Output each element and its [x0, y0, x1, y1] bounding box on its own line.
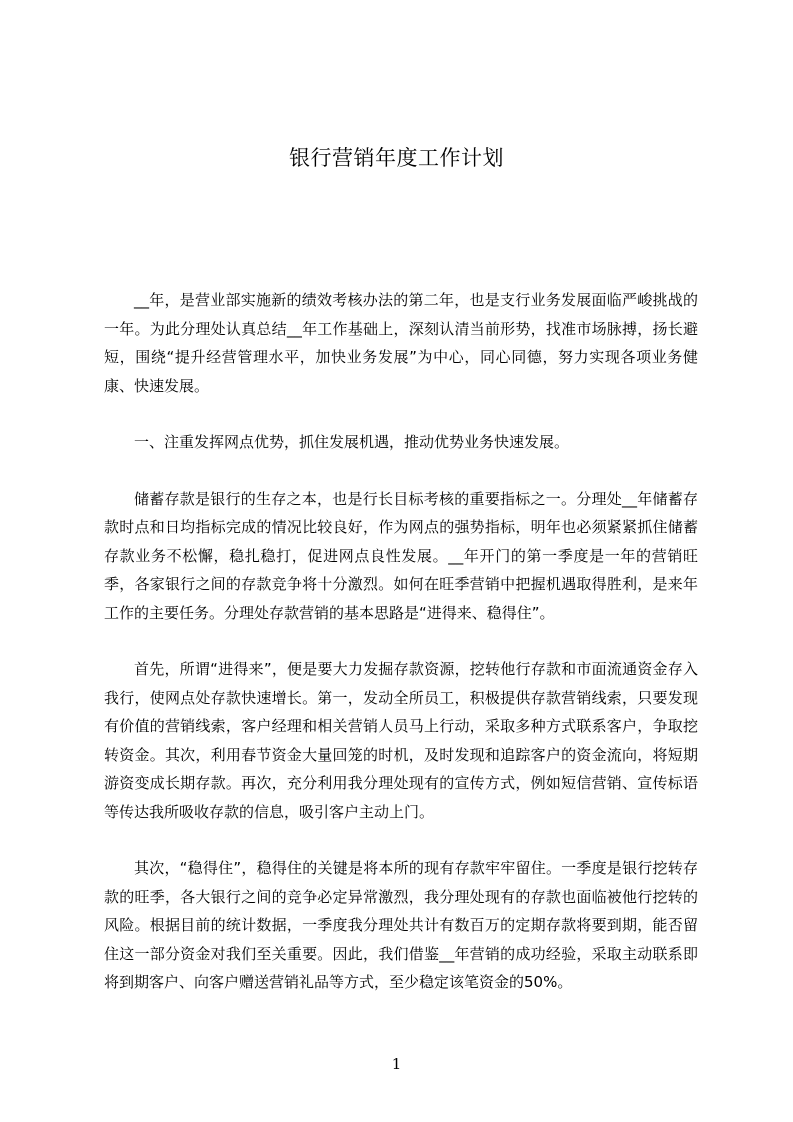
- page-number: 1: [391, 1055, 402, 1073]
- intro-paragraph: __年，是营业部实施新的绩效考核办法的第二年，也是支行业务发展面临严峻挑战的一年。为此分理处认真总结__年工作基础上，深刻认清当前形势，找准市场脉搏，扬长避短，围绕“提升经营管理水平，加快业务发展”为中心，同心同德，努力实现各项业务健康、快速发展。: [104, 291, 698, 395]
- document-body: [104, 286, 698, 1025]
- retain-deposit-paragraph: 其次，“稳得住”，稳得住的关键是将本所的现有存款牢牢留住。一季度是银行挖转存款的旺季，各大银行之间的竞争必定异常激烈，我分理处现有的存款也面临被他行挖转的风险。根据目前的统计数据，一季度我分理处共计有数百万的定期存款将要到期，能否留住这一部分资金对我们至关重要。因此，我们借鉴__年营销的成功经验，采取主动联系即将到期客户、向客户赠送营销礼品等方式，至少稳定该笔资金的50%。: [104, 859, 698, 991]
- attract-deposit-paragraph: 首先，所谓“进得来”，便是要大力发掘存款资源，挖转他行存款和市面流通资金存入我行，使网点处存款快速增长。第一，发动全所员工，积极提供存款营销线索，只要发现有价值的营销线索，客户经理和相关营销人员马上行动，采取多种方式联系客户，争取挖转资金。其次，利用春节资金大量回笼的时机，及时发现和追踪客户的资金流向，将短期游资变成长期存款。再次，充分利用我分理处现有的宣传方式，例如短信营销、宣传标语等传达我所吸收存款的信息，吸引客户主动上门。: [104, 660, 698, 821]
- section-heading: 一、注重发挥网点优势，抓住发展机遇，推动优势业务快速发展。: [134, 433, 570, 451]
- savings-deposit-paragraph: 储蓄存款是银行的生存之本，也是行长目标考核的重要指标之一。分理处__年储蓄存款时点和日均指标完成的情况比较良好，作为网点的强势指标，明年也必须紧紧抓住储蓄存款业务不松懈，稳扎稳打，促进网点良性发展。__年开门的第一季度是一年的营销旺季，各家银行之间的存款竞争将十分激烈。如何在旺季营销中把握机遇取得胜利，是来年工作的主要任务。分理处存款营销的基本思路是“进得来、稳得住”。: [104, 489, 698, 622]
- document-title: 银行营销年度工作计划: [289, 146, 504, 170]
